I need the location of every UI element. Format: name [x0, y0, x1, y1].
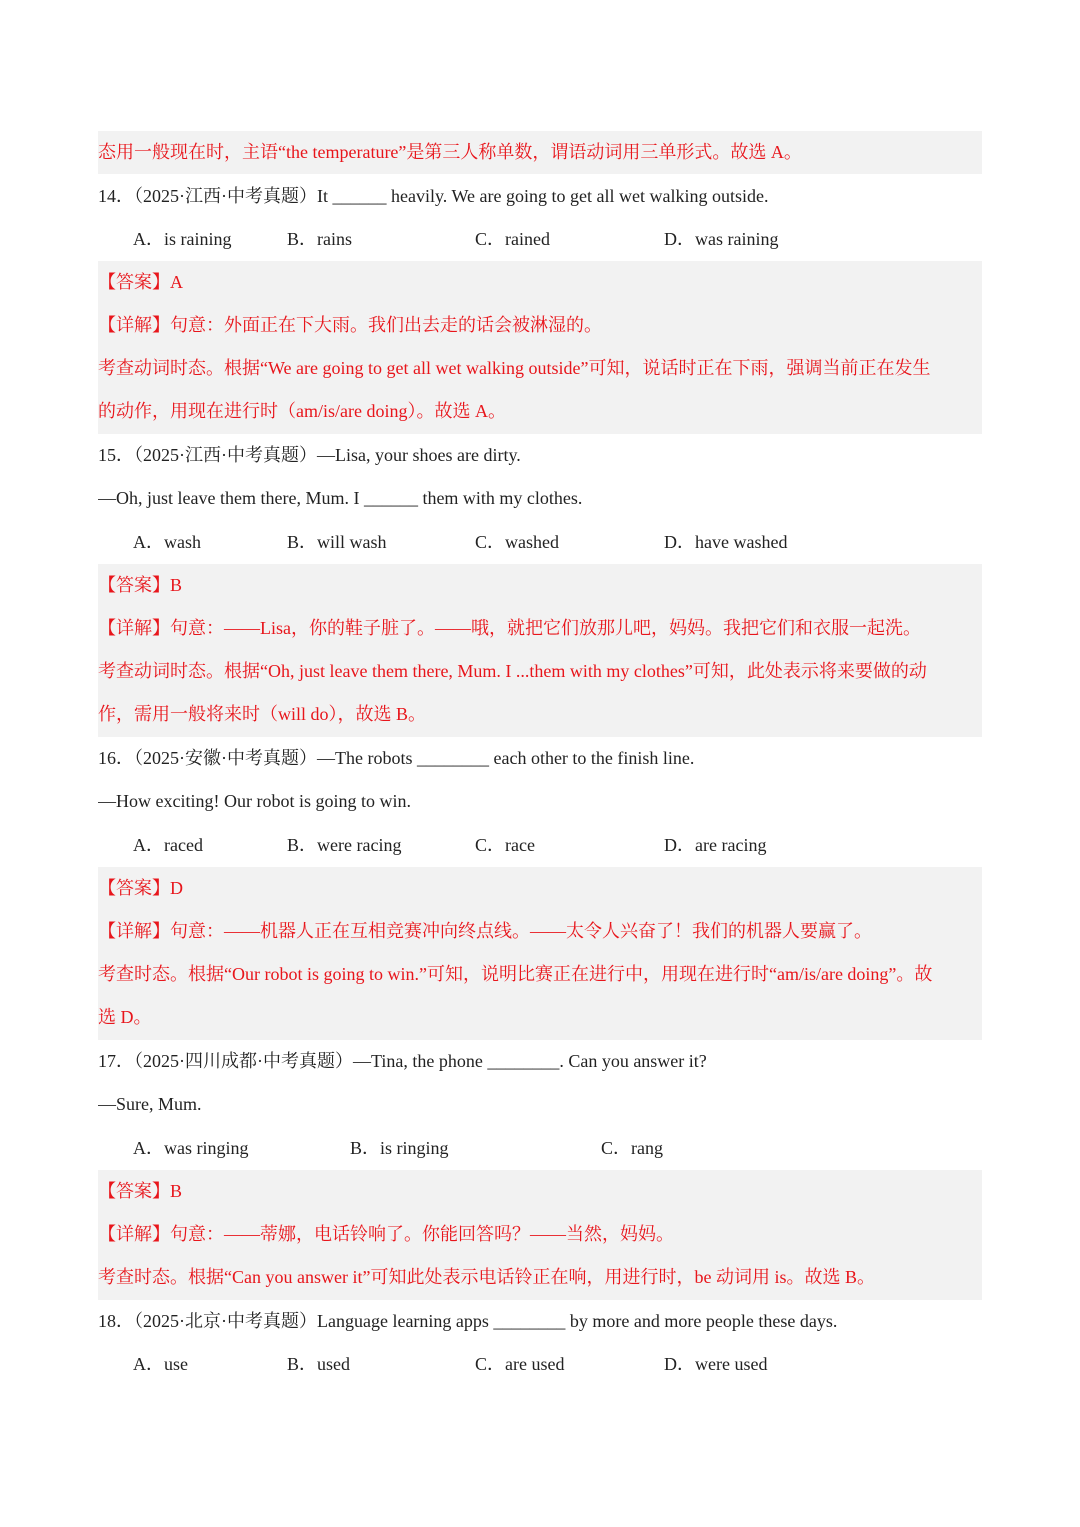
- question-17-answer: 【答案】B: [98, 1181, 183, 1201]
- option-b: B．rains: [287, 229, 352, 249]
- question-18-options: [98, 1343, 982, 1386]
- question-14-options: [98, 218, 982, 261]
- question-16-stem: —How exciting! Our robot is going to win.: [98, 791, 411, 811]
- question-17-options: [98, 1127, 982, 1170]
- question-14-detail-line: 考查动词时态。根据“We are going to get all wet walking outside”可知，说话时正在下雨，强调当前正在发生: [98, 358, 931, 378]
- question-14-detail-line: 【详解】句意：外面正在下大雨。我们出去走的话会被淋湿的。: [98, 315, 602, 335]
- option-d: D．are racing: [664, 835, 767, 855]
- option-c: C．washed: [475, 532, 559, 552]
- question-18-stem: 18．（2025·北京·中考真题）Language learning apps ________ by more and more people these days.: [98, 1311, 838, 1331]
- question-16-detail-line: 【详解】句意：——机器人正在互相竞赛冲向终点线。——太令人兴奋了！我们的机器人要赢了。: [98, 921, 872, 941]
- option-b: B．will wash: [287, 532, 387, 552]
- question-15-stem: 15．（2025·江西·中考真题）—Lisa, your shoes are dirty.: [98, 445, 521, 465]
- option-b: B．were racing: [287, 835, 402, 855]
- question-17-stem: —Sure, Mum.: [98, 1094, 202, 1114]
- previous-explanation: 态用一般现在时，主语“the temperature”是第三人称单数，谓语动词用三单形式。故选 A。: [98, 131, 982, 174]
- question-16-stem: 16．（2025·安徽·中考真题）—The robots ________ each other to the finish line.: [98, 748, 695, 768]
- question-15-answer: 【答案】B: [98, 575, 183, 595]
- question-16-detail-line: 考查时态。根据“Our robot is going to win.”可知，说明比赛正在进行中，用现在进行时“am/is/are doing”。故: [98, 964, 933, 984]
- option-b: B．is ringing: [350, 1138, 449, 1158]
- option-d: D．were used: [664, 1354, 768, 1374]
- option-a: A．is raining: [133, 229, 232, 249]
- option-a: A．use: [133, 1354, 188, 1374]
- question-17-stem: 17．（2025·四川成都·中考真题）—Tina, the phone ________. Can you answer it?: [98, 1051, 707, 1071]
- question-17-detail-line: 【详解】句意：——蒂娜，电话铃响了。你能回答吗？——当然，妈妈。: [98, 1224, 674, 1244]
- question-16-options: [98, 824, 982, 867]
- option-d: D．was raining: [664, 229, 779, 249]
- question-17-detail-line: 考查时态。根据“Can you answer it”可知此处表示电话铃正在响，用进行时，be 动词用 is。故选 B。: [98, 1267, 875, 1287]
- option-c: C．rained: [475, 229, 550, 249]
- question-14-detail-line: 的动作，用现在进行时（am/is/are doing）。故选 A。: [98, 401, 506, 421]
- question-16-detail-line: 选 D。: [98, 1007, 152, 1027]
- option-b: B．used: [287, 1354, 350, 1374]
- option-d: D．have washed: [664, 532, 788, 552]
- option-c: C．rang: [601, 1138, 663, 1158]
- question-15-detail-line: 作，需用一般将来时（will do），故选 B。: [98, 704, 427, 724]
- question-14-answer: 【答案】A: [98, 272, 183, 292]
- question-16-answer: 【答案】D: [98, 878, 183, 898]
- option-c: C．are used: [475, 1354, 565, 1374]
- option-c: C．race: [475, 835, 535, 855]
- question-15-options: [98, 521, 982, 564]
- question-14-stem: 14．（2025·江西·中考真题）It ______ heavily. We are going to get all wet walking outside.: [98, 186, 769, 206]
- option-a: A．wash: [133, 532, 201, 552]
- question-15-detail-line: 【详解】句意：——Lisa，你的鞋子脏了。——哦，就把它们放那儿吧，妈妈。我把它们和衣服一起洗。: [98, 618, 921, 638]
- question-15-stem: —Oh, just leave them there, Mum. I ______ them with my clothes.: [98, 488, 583, 508]
- question-15-detail-line: 考查动词时态。根据“Oh, just leave them there, Mum. I ...them with my clothes”可知，此处表示将来要做的动: [98, 661, 927, 681]
- option-a: A．was ringing: [133, 1138, 249, 1158]
- option-a: A．raced: [133, 835, 203, 855]
